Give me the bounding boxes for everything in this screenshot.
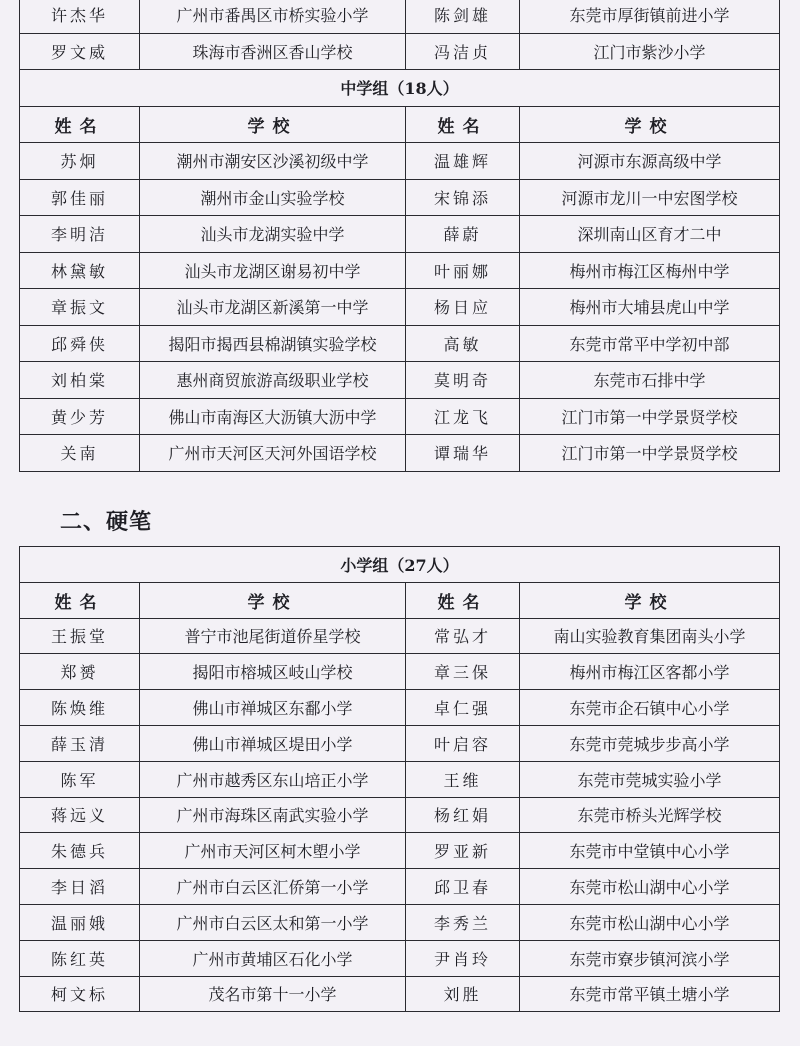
school-cell: 东莞市厚街镇前进小学 (520, 0, 780, 33)
header-name: 姓名 (406, 582, 520, 618)
name-cell: 柯文标 (20, 976, 140, 1012)
school-cell: 东莞市松山湖中心小学 (520, 904, 780, 940)
school-cell: 广州市越秀区东山培正小学 (140, 761, 406, 797)
school-cell: 东莞市企石镇中心小学 (520, 690, 780, 726)
table-row (20, 398, 780, 435)
name-cell: 罗文威 (20, 33, 140, 70)
school-cell: 东莞市桥头光辉学校 (520, 797, 780, 833)
name-cell: 尹肖玲 (406, 940, 520, 976)
name-cell: 林黛敏 (20, 252, 140, 289)
name-cell: 叶丽娜 (406, 252, 520, 289)
name-cell: 温丽娥 (20, 904, 140, 940)
school-cell: 汕头市龙湖区新溪第一中学 (140, 289, 406, 326)
name-cell: 陈军 (20, 761, 140, 797)
table-row (20, 325, 780, 362)
table-row (20, 362, 780, 399)
school-cell: 广州市黄埔区石化小学 (140, 940, 406, 976)
header-school: 学校 (520, 582, 780, 618)
school-cell: 江门市第一中学景贤学校 (520, 398, 780, 435)
name-cell: 邱卫春 (406, 869, 520, 905)
name-cell: 陈焕维 (20, 690, 140, 726)
name-cell: 温雄辉 (406, 143, 520, 180)
middle-school-table (19, 0, 780, 472)
school-cell: 汕头市龙湖区谢易初中学 (140, 252, 406, 289)
school-cell: 东莞市常平中学初中部 (520, 325, 780, 362)
school-cell: 普宁市池尾街道侨星学校 (140, 618, 406, 654)
name-cell: 陈剑雄 (406, 0, 520, 33)
name-cell: 关南 (20, 435, 140, 472)
school-cell: 东莞市莞城步步高小学 (520, 725, 780, 761)
school-cell: 广州市白云区太和第一小学 (140, 904, 406, 940)
school-cell: 珠海市香洲区香山学校 (140, 33, 406, 70)
school-cell: 广州市天河区柯木塱小学 (140, 833, 406, 869)
table-row (20, 761, 780, 797)
table-row (20, 725, 780, 761)
table-row (20, 252, 780, 289)
school-cell: 梅州市大埔县虎山中学 (520, 289, 780, 326)
name-cell: 杨红娟 (406, 797, 520, 833)
name-cell: 郑赟 (20, 654, 140, 690)
group-title-row (20, 547, 780, 583)
name-cell: 罗亚新 (406, 833, 520, 869)
table-row (20, 33, 780, 70)
school-cell: 广州市番禺区市桥实验小学 (140, 0, 406, 33)
school-cell: 梅州市梅江区客都小学 (520, 654, 780, 690)
school-cell: 茂名市第十一小学 (140, 976, 406, 1012)
hardpen-primary-table (19, 546, 780, 1012)
table-row (20, 289, 780, 326)
name-cell: 莫明奇 (406, 362, 520, 399)
name-cell: 王振堂 (20, 618, 140, 654)
header-name: 姓名 (20, 582, 140, 618)
school-cell: 河源市东源高级中学 (520, 143, 780, 180)
name-cell: 许杰华 (20, 0, 140, 33)
table-row (20, 904, 780, 940)
name-cell: 陈红英 (20, 940, 140, 976)
name-cell: 谭瑞华 (406, 435, 520, 472)
school-cell: 东莞市莞城实验小学 (520, 761, 780, 797)
school-cell: 佛山市禅城区堤田小学 (140, 725, 406, 761)
name-cell: 常弘才 (406, 618, 520, 654)
school-cell: 佛山市南海区大沥镇大沥中学 (140, 398, 406, 435)
school-cell: 惠州商贸旅游高级职业学校 (140, 362, 406, 399)
name-cell: 章振文 (20, 289, 140, 326)
school-cell: 江门市第一中学景贤学校 (520, 435, 780, 472)
header-name: 姓名 (406, 106, 520, 143)
name-cell: 蒋远义 (20, 797, 140, 833)
school-cell: 汕头市龙湖实验中学 (140, 216, 406, 253)
school-cell: 南山实验教育集团南头小学 (520, 618, 780, 654)
name-cell: 刘柏棠 (20, 362, 140, 399)
name-cell: 高敏 (406, 325, 520, 362)
school-cell: 东莞市松山湖中心小学 (520, 869, 780, 905)
name-cell: 冯洁贞 (406, 33, 520, 70)
name-cell: 薛蔚 (406, 216, 520, 253)
school-cell: 广州市白云区汇侨第一小学 (140, 869, 406, 905)
school-cell: 潮州市潮安区沙溪初级中学 (140, 143, 406, 180)
table-row (20, 869, 780, 905)
name-cell: 章三保 (406, 654, 520, 690)
name-cell: 李秀兰 (406, 904, 520, 940)
name-cell: 刘胜 (406, 976, 520, 1012)
name-cell: 卓仁强 (406, 690, 520, 726)
name-cell: 杨日应 (406, 289, 520, 326)
name-cell: 朱德兵 (20, 833, 140, 869)
header-school: 学校 (520, 106, 780, 143)
table-row (20, 179, 780, 216)
name-cell: 薛玉清 (20, 725, 140, 761)
group-title: 中学组（18人） (20, 70, 780, 107)
name-cell: 江龙飞 (406, 398, 520, 435)
header-school: 学校 (140, 582, 406, 618)
group-title-row (20, 70, 780, 107)
section-title: 二、硬笔 (60, 510, 153, 535)
name-cell: 王维 (406, 761, 520, 797)
table-row (20, 0, 780, 33)
header-row (20, 582, 780, 618)
table-row (20, 618, 780, 654)
school-cell: 东莞市寮步镇河滨小学 (520, 940, 780, 976)
name-cell: 李日滔 (20, 869, 140, 905)
school-cell: 江门市紫沙小学 (520, 33, 780, 70)
school-cell: 东莞市常平镇土塘小学 (520, 976, 780, 1012)
header-school: 学校 (140, 106, 406, 143)
table-row (20, 690, 780, 726)
school-cell: 梅州市梅江区梅州中学 (520, 252, 780, 289)
group-title: 小学组（27人） (20, 547, 780, 583)
school-cell: 东莞市中堂镇中心小学 (520, 833, 780, 869)
name-cell: 邱舜侠 (20, 325, 140, 362)
name-cell: 宋锦添 (406, 179, 520, 216)
table-row (20, 216, 780, 253)
name-cell: 叶启容 (406, 725, 520, 761)
school-cell: 东莞市石排中学 (520, 362, 780, 399)
table-row (20, 940, 780, 976)
header-row (20, 106, 780, 143)
school-cell: 佛山市禅城区东鄱小学 (140, 690, 406, 726)
table-row (20, 143, 780, 180)
table-row (20, 654, 780, 690)
name-cell: 郭佳丽 (20, 179, 140, 216)
school-cell: 河源市龙川一中宏图学校 (520, 179, 780, 216)
table-row (20, 833, 780, 869)
school-cell: 揭阳市揭西县棉湖镇实验学校 (140, 325, 406, 362)
school-cell: 潮州市金山实验学校 (140, 179, 406, 216)
header-name: 姓名 (20, 106, 140, 143)
name-cell: 李明洁 (20, 216, 140, 253)
table-row (20, 976, 780, 1012)
table-row (20, 797, 780, 833)
school-cell: 广州市天河区天河外国语学校 (140, 435, 406, 472)
school-cell: 深圳南山区育才二中 (520, 216, 780, 253)
table-row (20, 435, 780, 472)
name-cell: 黄少芳 (20, 398, 140, 435)
school-cell: 揭阳市榕城区岐山学校 (140, 654, 406, 690)
school-cell: 广州市海珠区南武实验小学 (140, 797, 406, 833)
name-cell: 苏炯 (20, 143, 140, 180)
